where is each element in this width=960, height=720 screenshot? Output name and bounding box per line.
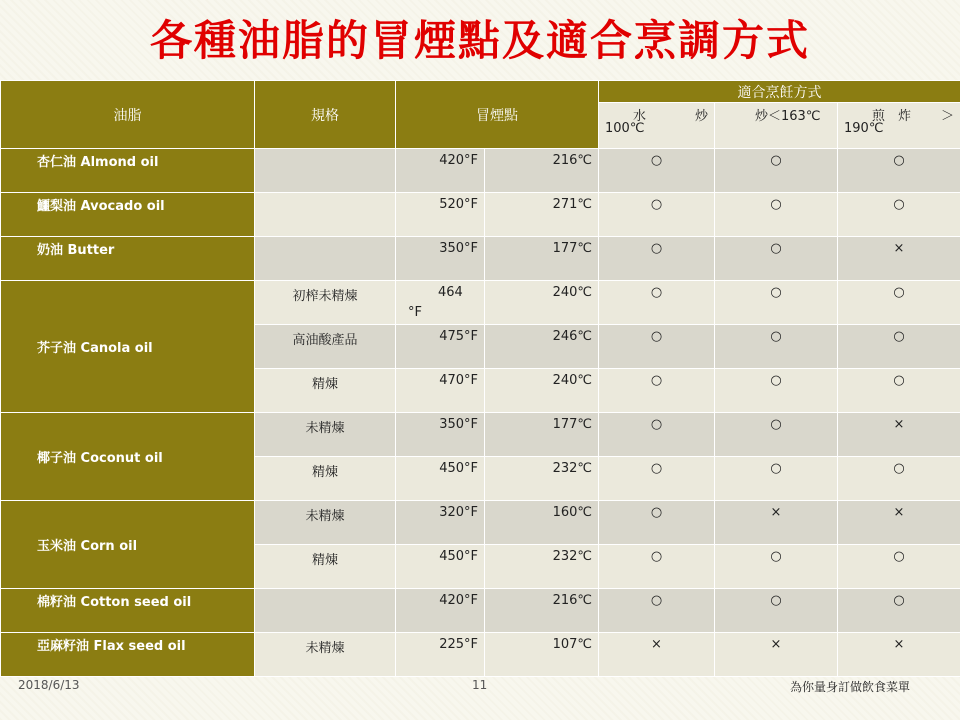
spec-cell: 未精煉	[255, 501, 396, 545]
spec-cell: 精煉	[255, 545, 396, 589]
spec-cell	[255, 193, 396, 237]
method-water-stir: ○	[599, 457, 715, 501]
method-fry: ○	[838, 369, 960, 413]
footer-date: 2018/6/13	[18, 678, 80, 692]
fahrenheit-cell: 420°F	[396, 589, 485, 633]
method-stir: ○	[715, 193, 838, 237]
spec-cell	[255, 149, 396, 193]
method-fry: ○	[838, 545, 960, 589]
method-water-stir: ○	[599, 501, 715, 545]
method-water-stir: ○	[599, 413, 715, 457]
method-fry: ○	[838, 325, 960, 369]
smoke-point-table	[0, 80, 960, 677]
method-stir: ×	[715, 501, 838, 545]
celsius-cell: 240℃	[485, 369, 599, 413]
method-water-stir: ○	[599, 369, 715, 413]
celsius-cell: 216℃	[485, 589, 599, 633]
header-smoke-point: 冒煙點	[396, 81, 599, 149]
method-fry: ×	[838, 237, 960, 281]
oil-name: 奶油 Butter	[1, 237, 255, 281]
fry-label: 煎 炸	[872, 109, 912, 124]
spec-cell: 初榨未精煉	[255, 281, 396, 325]
oil-name: 亞麻籽油 Flax seed oil	[1, 633, 255, 677]
table-row	[1, 633, 960, 677]
fahrenheit-cell: 420°F	[396, 149, 485, 193]
method-stir: ○	[715, 457, 838, 501]
table-row	[1, 413, 960, 457]
method-fry: ×	[838, 501, 960, 545]
fahrenheit-cell: 470°F	[396, 369, 485, 413]
celsius-cell: 240℃	[485, 281, 599, 325]
fahrenheit-cell: 475°F	[396, 325, 485, 369]
celsius-cell: 246℃	[485, 325, 599, 369]
method-stir: ○	[715, 589, 838, 633]
celsius-cell: 160℃	[485, 501, 599, 545]
fahrenheit-cell: 520°F	[396, 193, 485, 237]
subheader-fry	[838, 103, 960, 149]
method-water-stir: ○	[599, 325, 715, 369]
method-fry: ○	[838, 281, 960, 325]
method-water-stir: ×	[599, 633, 715, 677]
method-stir: ○	[715, 413, 838, 457]
method-stir: ○	[715, 325, 838, 369]
fry-gt: ＞	[941, 109, 955, 124]
header-methods: 適合烹飪方式	[599, 81, 960, 103]
spec-cell	[255, 589, 396, 633]
header-row	[1, 81, 960, 103]
method-stir: ○	[715, 281, 838, 325]
header-spec: 規格	[255, 81, 396, 149]
table-row	[1, 501, 960, 545]
method-fry: ×	[838, 413, 960, 457]
oil-name: 椰子油 Coconut oil	[1, 413, 255, 501]
water-stir-temp: 100℃	[605, 121, 645, 136]
method-stir: ○	[715, 237, 838, 281]
method-water-stir: ○	[599, 193, 715, 237]
fahrenheit-cell	[396, 281, 485, 325]
oil-name: 鱷梨油 Avocado oil	[1, 193, 255, 237]
method-fry: ○	[838, 193, 960, 237]
celsius-cell: 107℃	[485, 633, 599, 677]
stir-temp: 炒＜163℃	[755, 109, 821, 124]
method-stir: ○	[715, 369, 838, 413]
subheader-water-stir	[599, 103, 715, 149]
water-label: 水	[633, 109, 647, 124]
table-row	[1, 589, 960, 633]
celsius-cell: 232℃	[485, 457, 599, 501]
oil-name: 棉籽油 Cotton seed oil	[1, 589, 255, 633]
header-oil: 油脂	[1, 81, 255, 149]
oil-name: 玉米油 Corn oil	[1, 501, 255, 589]
method-stir: ○	[715, 149, 838, 193]
method-fry: ○	[838, 589, 960, 633]
method-water-stir: ○	[599, 149, 715, 193]
method-water-stir: ○	[599, 589, 715, 633]
method-fry: ×	[838, 633, 960, 677]
fahrenheit-number: 464	[438, 285, 463, 300]
method-stir: ×	[715, 633, 838, 677]
footer-tagline: 為你量身訂做飲食菜單	[790, 680, 911, 694]
method-water-stir: ○	[599, 281, 715, 325]
subheader-stir	[715, 103, 838, 149]
method-water-stir: ○	[599, 545, 715, 589]
table-row	[1, 149, 960, 193]
celsius-cell: 232℃	[485, 545, 599, 589]
celsius-cell: 177℃	[485, 413, 599, 457]
fahrenheit-cell: 350°F	[396, 237, 485, 281]
celsius-cell: 216℃	[485, 149, 599, 193]
spec-cell	[255, 237, 396, 281]
fahrenheit-cell: 320°F	[396, 501, 485, 545]
fahrenheit-cell: 450°F	[396, 545, 485, 589]
table-row	[1, 281, 960, 325]
spec-cell: 未精煉	[255, 413, 396, 457]
fahrenheit-unit: °F	[408, 305, 422, 320]
fry-temp: 190℃	[844, 121, 884, 136]
spec-cell: 精煉	[255, 369, 396, 413]
fahrenheit-cell: 450°F	[396, 457, 485, 501]
slide-title: 各種油脂的冒煙點及適合烹調方式	[149, 16, 810, 65]
celsius-cell: 271℃	[485, 193, 599, 237]
method-fry: ○	[838, 149, 960, 193]
spec-cell: 未精煉	[255, 633, 396, 677]
method-water-stir: ○	[599, 237, 715, 281]
oil-name: 芥子油 Canola oil	[1, 281, 255, 413]
fahrenheit-cell: 225°F	[396, 633, 485, 677]
fahrenheit-cell: 350°F	[396, 413, 485, 457]
spec-cell: 高油酸產品	[255, 325, 396, 369]
celsius-cell: 177℃	[485, 237, 599, 281]
method-stir: ○	[715, 545, 838, 589]
table-row	[1, 193, 960, 237]
method-fry: ○	[838, 457, 960, 501]
stir-label: 炒	[694, 109, 708, 124]
spec-cell: 精煉	[255, 457, 396, 501]
oil-name: 杏仁油 Almond oil	[1, 149, 255, 193]
table-row	[1, 237, 960, 281]
footer-page-number: 11	[472, 678, 488, 692]
